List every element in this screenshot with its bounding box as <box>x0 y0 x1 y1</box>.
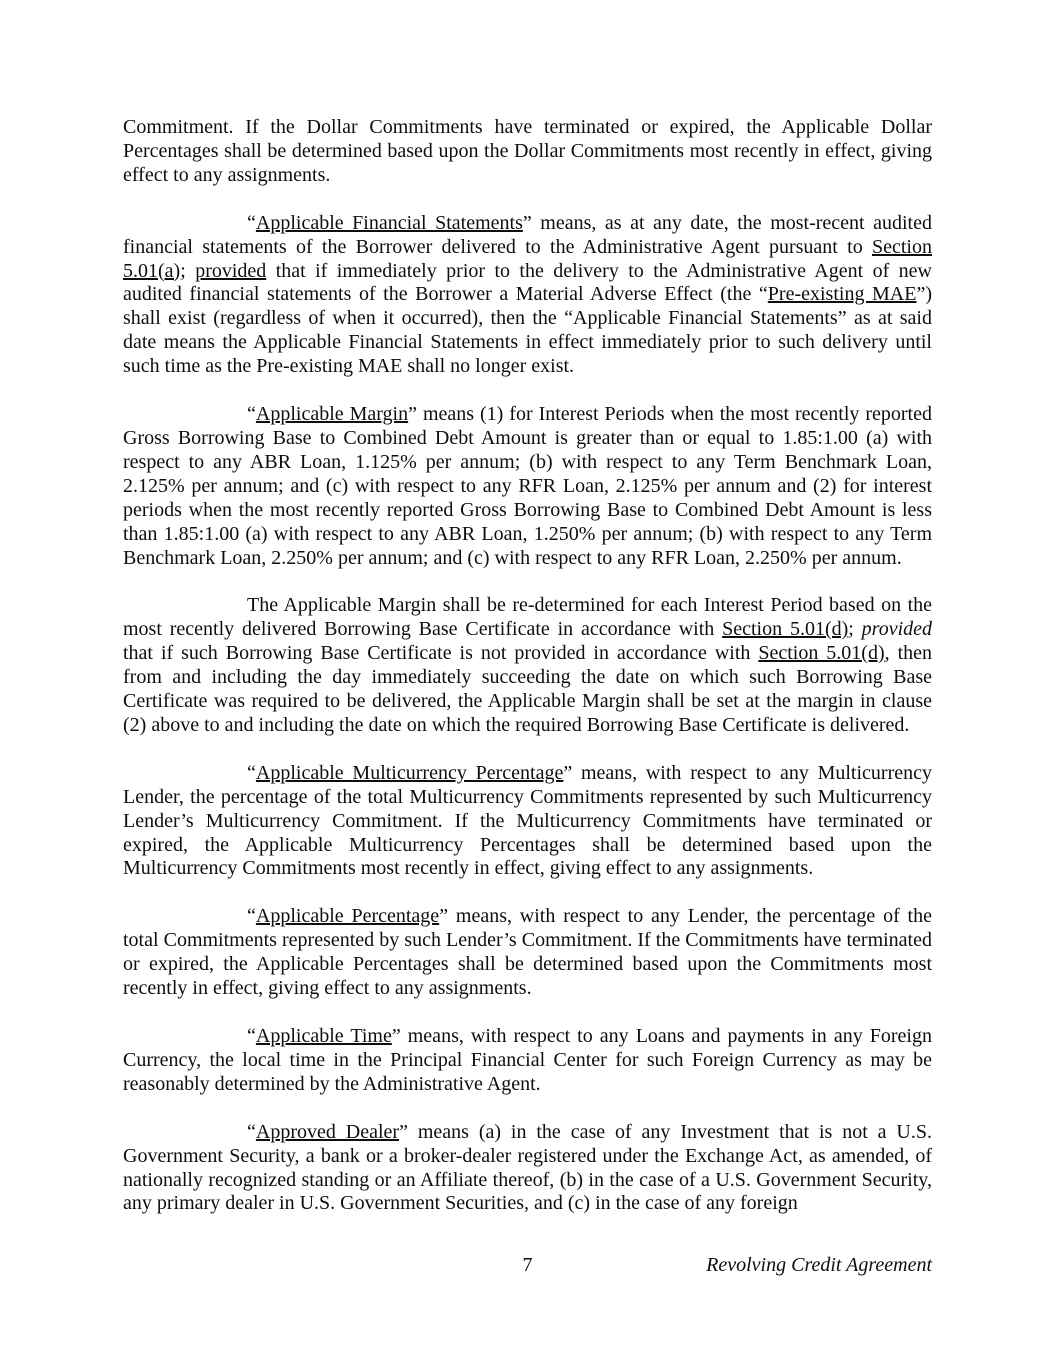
text-run: , then from and including the day immediately succeeding the date on which such Borrowing Base Certificate was required to be delivered, the Applicable Margin shall be set at the margin in clause (2) above to and including the date on which the required Borrowing Base Certificate is delivered. <box>123 642 933 736</box>
paragraph <box>123 1025 932 1097</box>
defined-term: Approved Dealer <box>255 1120 400 1143</box>
defined-term: Applicable Percentage <box>255 905 440 928</box>
defined-term: Applicable Time <box>255 1025 392 1047</box>
defined-term: Section 5.01(d) <box>722 618 849 641</box>
text-run: “ <box>247 905 256 928</box>
defined-term: Applicable Multicurrency Percentage <box>255 761 564 784</box>
text-run: ” means (1) for Interest Periods when the most recently reported Gross Borrowing Base to Combined Debt Amount is greater than or equal to 1.85:1.00 (a) with respect to any ABR Loan, 1.125% per annum; (b) with respect to any Term Benchmark Loan, 2.125% per annum; and (c) with respect to any RFR Loan, 2.125% per annum and (2) for interest periods when the most recently reported Gross Borrowing Base to Combined Debt Amount is less than 1.85:1.00 (a) with respect to any ABR Loan, 1.250% per annum; (b) with respect to any Term Benchmark Loan, 2.250% per annum; and (c) with respect to any RFR Loan, 2.250% per annum. <box>123 403 932 569</box>
defined-term: provided <box>195 259 267 282</box>
text-run: ” means, with respect to any Loans and payments in any Foreign Currency, the local time in the Principal Financial Center for such Foreign Currency as may be reasonably determined by the Administrative Agent. <box>123 1025 932 1095</box>
text-run: “ <box>247 403 256 426</box>
paragraph <box>123 1121 932 1217</box>
text-run: ” means, with respect to any Multicurrency Lender, the percentage of the total Multicurrency Commitments represented by such Multicurrency Lender’s Multicurrency Commitment. If the Multicurrency Commitments have terminated or expired, the Applicable Multicurrency Percentages shall be determined based upon the Multicurrency Commitments most recently in effect, giving effect to any assignments. <box>123 761 932 880</box>
paragraph <box>123 762 932 882</box>
text-run: Commitment. If the Dollar Commitments have terminated or expired, the Applicable Dollar Percentages shall be determined based upon the Dollar Commitments most recently in effect, giving effect to any assignments. <box>123 116 932 186</box>
text-run: “ <box>247 1025 256 1047</box>
text-run: ” means (a) in the case of any Investment that is not a U.S. Government Security, a bank or a broker-dealer registered under the Exchange Act, as amended, of nationally recognized standing or an Affiliate thereof, (b) in the case of a U.S. Government Security, any primary dealer in U.S. Government Securities, and (c) in the case of any foreign <box>123 1120 932 1215</box>
text-run: “ <box>247 1120 256 1143</box>
text-run: ”) shall exist (regardless of when it occurred), then the “Applicable Financial Statements” as at said date means the Applicable Financial Statements in effect immediately prior to such delivery until such time as the Pre-existing MAE shall no longer exist. <box>123 283 932 378</box>
text-run: ; <box>848 618 862 641</box>
defined-term: Applicable Financial Statements <box>255 211 523 234</box>
text-run: “ <box>247 761 256 784</box>
paragraph <box>123 905 932 1001</box>
paragraph <box>123 403 932 570</box>
defined-term: Pre-existing MAE <box>767 283 917 306</box>
page-number: 7 <box>522 1254 533 1276</box>
paragraph <box>123 116 932 188</box>
text-run: The Applicable Margin shall be re-determined for each Interest Period based on the most recently delivered Borrowing Base Certificate in accordance with <box>123 594 932 641</box>
defined-term: Applicable Margin <box>255 403 409 426</box>
text-run: “ <box>247 211 256 234</box>
defined-term: Section 5.01(a) <box>123 235 932 282</box>
text-run: ” means, with respect to any Lender, the percentage of the total Commitments represented by such Lender’s Commitment. If the Commitments have terminated or expired, the Applicable Percentages shall be determined based upon the Commitments most recently in effect, giving effect to any assignments. <box>123 905 932 1000</box>
defined-term: Section 5.01(d) <box>758 642 885 665</box>
paragraph <box>123 212 932 379</box>
text-run: that if immediately prior to the delivery to the Administrative Agent of new audited financial statements of the Borrower a Material Adverse Effect (the “ <box>123 259 932 306</box>
text-run: ” means, as at any date, the most-recent audited financial statements of the Borrower delivered to the Administrative Agent pursuant to <box>123 211 932 258</box>
page-footer <box>123 1254 932 1280</box>
text-run: ; <box>180 259 196 282</box>
document-body <box>123 116 932 1216</box>
text-run: provided <box>861 618 933 641</box>
footer-document-title: Revolving Credit Agreement <box>706 1254 932 1276</box>
paragraph <box>123 594 932 737</box>
text-run: that if such Borrowing Base Certificate is not provided in accordance with <box>123 642 759 665</box>
